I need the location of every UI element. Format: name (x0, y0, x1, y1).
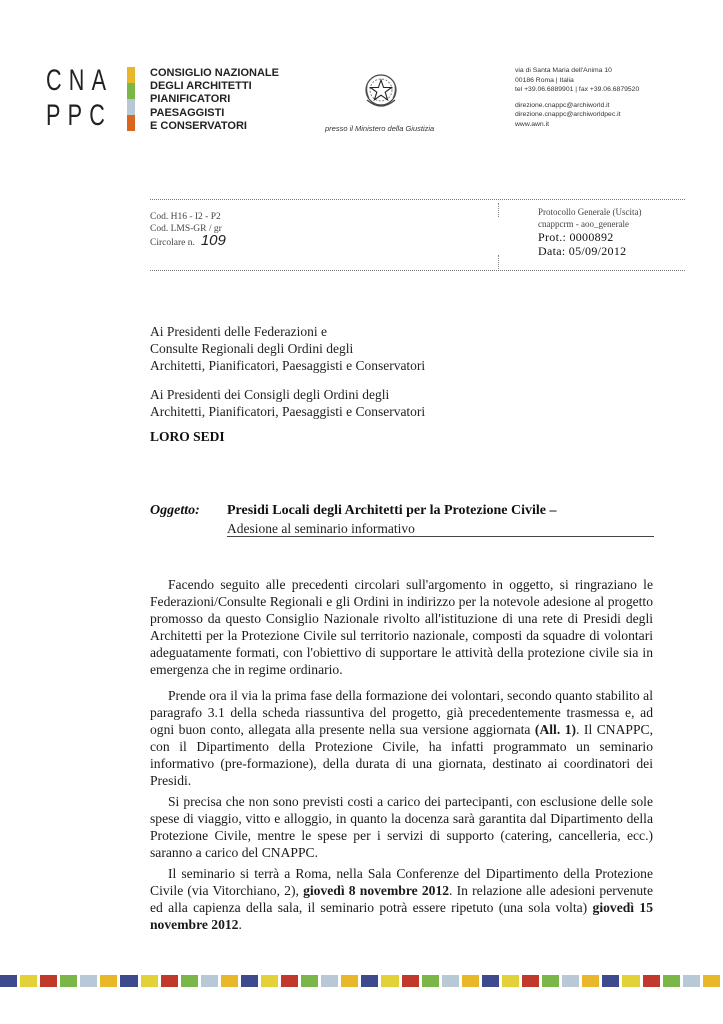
footer-color-stripe (0, 975, 723, 987)
address-line: 00186 Roma | Italia (515, 76, 574, 84)
footer-stripe-segment (502, 975, 519, 987)
footer-stripe-segment (0, 975, 17, 987)
recipient-group-2 (150, 386, 425, 420)
footer-stripe-segment (462, 975, 479, 987)
footer-stripe-segment (301, 975, 318, 987)
recipient-line: Architetti, Pianificatori, Paesaggisti e Conservatori (150, 358, 426, 373)
footer-stripe-segment (80, 975, 97, 987)
paragraph-segment: Il seminario si terrà a Roma, nella Sala Conferenze del Dipartimento della Protezione Civile (via Vitorchiano, 2), (150, 866, 653, 899)
protocol-stamp (538, 207, 641, 258)
subject-subtitle: Adesione al seminario informativo (227, 521, 415, 536)
paragraph-text (150, 865, 653, 933)
footer-stripe-segment (20, 975, 37, 987)
paragraph-segment: . (238, 917, 242, 933)
logo-color-segment (127, 67, 135, 83)
footer-stripe-segment (60, 975, 77, 987)
paragraph-segment: . In relazione alle adesioni pervenute ed alla capienza della sala, il seminario potrà essere ripetuto (una sola volta) (150, 883, 653, 916)
logo-color-segment (127, 99, 135, 115)
loro-sedi: LORO SEDI (150, 429, 225, 444)
protocol-number: Prot.: 0000892 (538, 230, 614, 244)
footer-stripe-segment (422, 975, 439, 987)
council-line: PAESAGGISTI (150, 106, 225, 119)
footer-stripe-segment (381, 975, 398, 987)
footer-stripe-segment (582, 975, 599, 987)
protocol-line: cnappcrm - aoo_generale (538, 218, 629, 229)
footer-stripe-segment (141, 975, 158, 987)
paragraph-text: Facendo seguito alle precedenti circolari sull'argomento in oggetto, si ringraziano le Federazioni/Consulte Regionali e gli Ordini in indirizzo per la notevole adesione al progetto promosso da questo Consiglio Nazionale rivolto all'istituzione di una rete di Presidi degli Architetti per la Protezione Civile sul territorio nazionale, composti da squadre di volontari adeguatamente formati, con l'obiettivo di supportare le attività della protezione civile sia in emergenza che in regime ordinario. (150, 577, 653, 678)
footer-stripe-segment (542, 975, 559, 987)
cnappc-logo (46, 63, 113, 133)
code-line: Cod. LMS-GR / gr (150, 224, 222, 234)
council-line: CONSIGLIO NAZIONALE (150, 67, 279, 79)
footer-stripe-segment (100, 975, 117, 987)
document-codes (150, 211, 226, 249)
code-line: Cod. H16 - I2 - P2 (150, 212, 221, 222)
footer-stripe-segment (442, 975, 459, 987)
logo-line-1: CNA (46, 64, 114, 97)
footer-stripe-segment (120, 975, 137, 987)
phone-line: tel +39.06.6889901 | fax +39.06.6879520 (515, 86, 640, 94)
circolare-label: Circolare n. (150, 238, 195, 248)
logo-color-segment (127, 83, 135, 99)
body-paragraph-1 (150, 576, 653, 679)
footer-stripe-segment (703, 975, 720, 987)
footer-stripe-segment (622, 975, 639, 987)
footer-stripe-segment (402, 975, 419, 987)
footer-stripe-segment (201, 975, 218, 987)
subject-label: Oggetto: (150, 503, 200, 518)
footer-stripe-segment (683, 975, 700, 987)
footer-stripe-segment (643, 975, 660, 987)
council-name (150, 67, 279, 133)
logo-line-2: PPC (46, 99, 113, 132)
recipient-line: Ai Presidenti dei Consigli degli Ordini degli (150, 387, 390, 402)
divider (150, 199, 685, 200)
body-paragraph-2 (150, 687, 653, 790)
footer-stripe-segment (482, 975, 499, 987)
footer-stripe-segment (181, 975, 198, 987)
footer-stripe-segment (241, 975, 258, 987)
email-link[interactable]: direzione.cnappc@archiworld.it (515, 101, 610, 109)
logo-color-segment (127, 115, 135, 131)
logo-color-bar (127, 67, 135, 131)
subject-underline (227, 536, 654, 537)
footer-stripe-segment (522, 975, 539, 987)
body-paragraph-4 (150, 865, 653, 933)
recipient-line: Architetti, Pianificatori, Paesaggisti e Conservatori (150, 404, 426, 419)
footer-stripe-segment (602, 975, 619, 987)
divider (498, 203, 499, 217)
seminar-date: giovedì 8 novembre 2012 (303, 883, 450, 899)
protocol-line: Protocollo Generale (Uscita) (538, 207, 642, 217)
footer-stripe-segment (562, 975, 579, 987)
contacts (515, 66, 639, 130)
paragraph-text (150, 687, 653, 790)
seminar-date-repeat: giovedì 15 novembre 2012 (150, 900, 653, 933)
footer-stripe-segment (361, 975, 378, 987)
footer-stripe-segment (321, 975, 338, 987)
divider (498, 255, 499, 269)
footer-stripe-segment (341, 975, 358, 987)
italian-republic-emblem-icon (362, 70, 400, 112)
recipient-line: Consulte Regionali degli Ordini degli (150, 341, 354, 356)
council-line: DEGLI ARCHITETTI (150, 80, 252, 93)
council-line: E CONSERVATORI (150, 119, 247, 132)
attachment-ref: (All. 1) (534, 722, 577, 738)
footer-stripe-segment (663, 975, 680, 987)
circolare-line (150, 232, 226, 249)
paragraph-text: Si precisa che non sono previsti costi a carico dei partecipanti, con esclusione delle sole spese di viaggio, vitto e alloggio, in quanto la docenza sarà garantita dal Dipartimento della Protezione Civile, mentre le spese per i servizi di supporto (catering, cancelleria, ecc.) saranno a carico del CNAPPC. (150, 794, 653, 861)
council-line: PIANIFICATORI (150, 93, 231, 106)
presso-ministero: presso il Ministero della Giustizia (325, 124, 435, 133)
footer-stripe-segment (261, 975, 278, 987)
footer-stripe-segment (221, 975, 238, 987)
footer-stripe-segment (281, 975, 298, 987)
subject-title: Presidi Locali degli Architetti per la Protezione Civile – (227, 503, 557, 518)
address-line: via di Santa Maria dell'Anima 10 (515, 67, 612, 74)
recipient-group-1 (150, 323, 425, 374)
recipient-line: Ai Presidenti delle Federazioni e (150, 324, 327, 339)
website-link[interactable]: www.awn.it (515, 120, 549, 128)
circolare-number: 109 (200, 232, 226, 249)
footer-stripe-segment (40, 975, 57, 987)
body-paragraph-3 (150, 793, 653, 861)
recipients (150, 323, 425, 432)
protocol-date: Data: 05/09/2012 (538, 244, 627, 258)
pec-email-link[interactable]: direzione.cnappc@archiworldpec.it (515, 111, 621, 119)
divider (150, 270, 685, 271)
paragraph-segment: . Il CNAPPC, con il Dipartimento della Protezione Civile, ha infatti programmato un seminario informativo (pre-formazione), della durata di una giornata, destinato ai coordinatori dei Presidi. (150, 722, 653, 789)
paragraph-segment: Prende ora il via la prima fase della formazione dei volontari, secondo quanto stabilito al paragrafo 3.1 della scheda riassuntiva del progetto, già precedentemente trasmessa e, ad ogni buon conto, allegata alla presente nella sua versione aggiornata (150, 688, 653, 738)
footer-stripe-segment (161, 975, 178, 987)
